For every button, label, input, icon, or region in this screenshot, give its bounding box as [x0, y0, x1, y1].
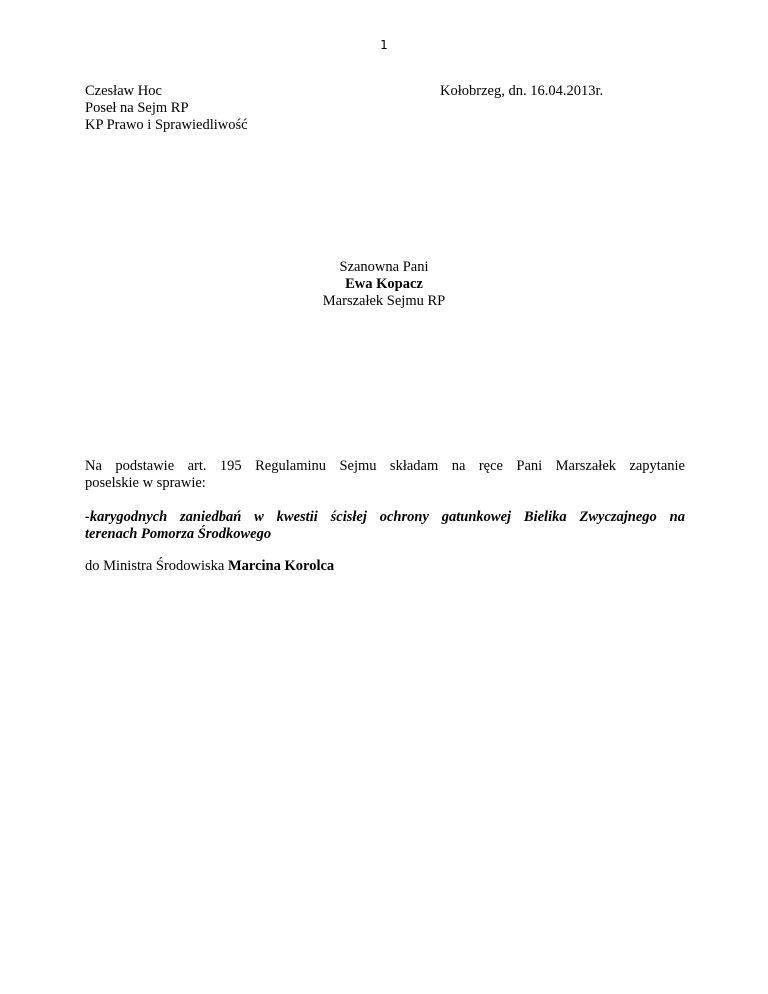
subject-paragraph	[85, 509, 685, 543]
minister-prefix: do Ministra Środowiska	[85, 558, 225, 574]
intro-line-1: Na podstawie art. 195 Regulaminu Sejmu składam na ręce Pani Marszałek zapytanie	[85, 458, 685, 474]
sender-block	[85, 83, 385, 134]
sender-name: Czesław Hoc	[85, 83, 162, 99]
minister-line	[85, 558, 685, 575]
page-number: 1	[380, 38, 388, 52]
recipient-name: Ewa Kopacz	[345, 276, 423, 292]
subject-line-2: terenach Pomorza Środkowego	[85, 526, 272, 542]
intro-paragraph	[85, 458, 685, 492]
recipient-title: Marszałek Sejmu RP	[322, 293, 446, 309]
subject-line-1: -karygodnych zaniedbań w kwestii ścisłej ochrony gatunkowej Bielika Zwyczajnego na	[85, 509, 685, 525]
sender-club: KP Prawo i Sprawiedliwość	[85, 117, 248, 133]
recipient-salutation: Szanowna Pani	[339, 259, 429, 275]
intro-line-2: poselskie w sprawie:	[85, 475, 206, 491]
recipient-block	[0, 259, 768, 310]
minister-name: Marcina Korolca	[227, 558, 335, 574]
sender-role: Poseł na Sejm RP	[85, 100, 189, 116]
place-date: Kołobrzeg, dn. 16.04.2013r.	[440, 83, 604, 99]
